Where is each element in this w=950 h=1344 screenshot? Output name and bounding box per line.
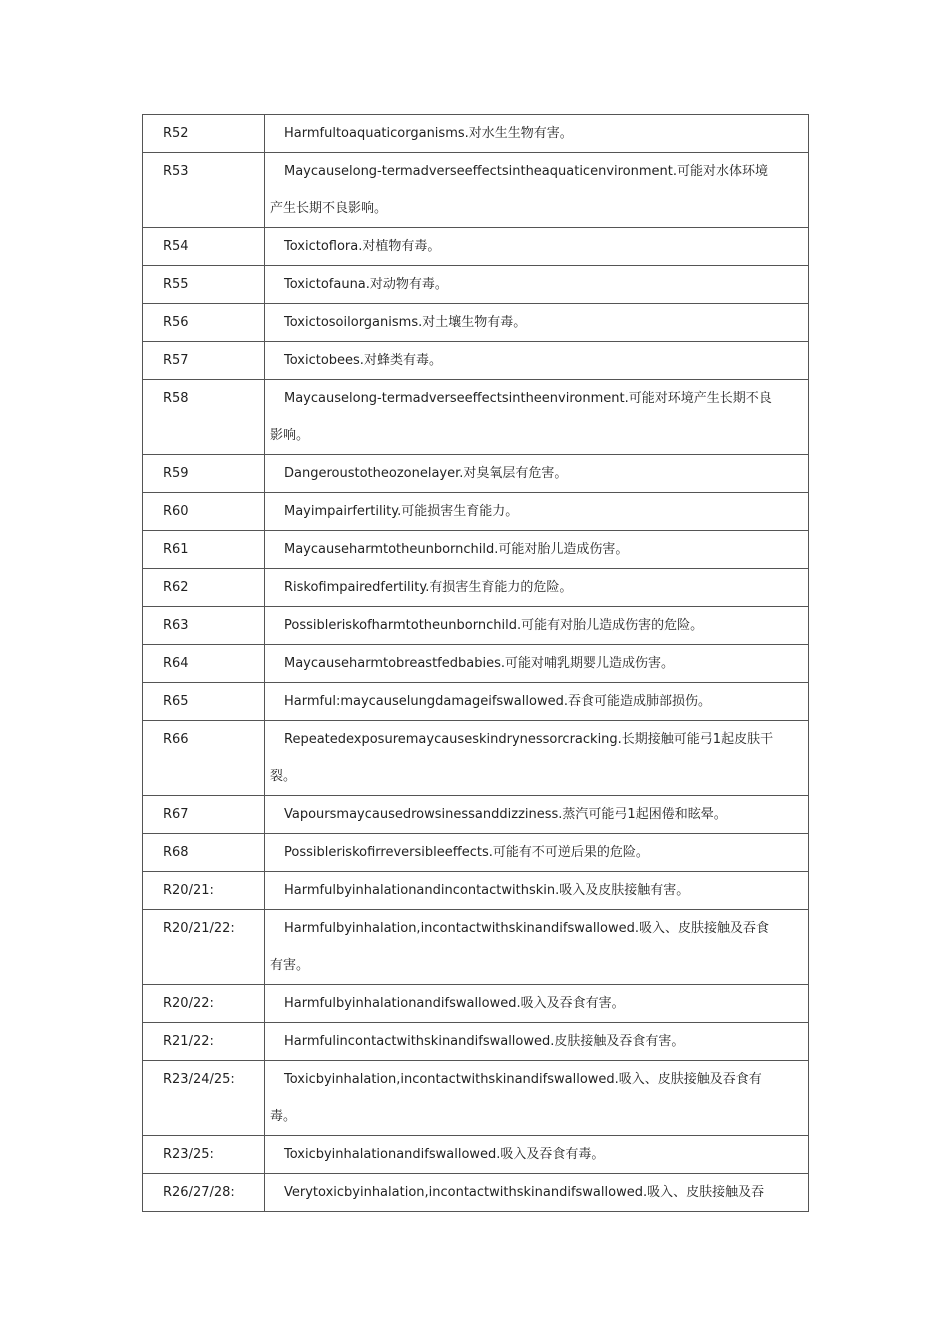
table-row	[143, 304, 809, 342]
risk-code-cell: R53	[143, 153, 265, 228]
table-row	[143, 645, 809, 683]
table-row	[143, 455, 809, 493]
table-row	[143, 531, 809, 569]
risk-description-cell	[265, 228, 809, 266]
risk-code-cell: R20/21/22:	[143, 910, 265, 985]
risk-code-cell: R63	[143, 607, 265, 645]
risk-description-text: Toxictobees.对蜂类有毒。	[284, 353, 442, 368]
risk-description-text: Repeatedexposuremaycauseskindrynessorcracking.长期接触可能弓1起皮肤干裂。	[270, 732, 774, 784]
risk-code-cell: R26/27/28:	[143, 1174, 265, 1212]
table-row	[143, 1061, 809, 1136]
risk-description-cell	[265, 304, 809, 342]
table-row	[143, 796, 809, 834]
risk-description-text: Vapoursmaycausedrowsinessanddizziness.蒸汽可能弓1起困倦和眩晕。	[284, 807, 727, 822]
risk-description-cell	[265, 645, 809, 683]
risk-description-cell	[265, 115, 809, 153]
risk-description-text: Toxictoflora.对植物有毒。	[284, 239, 441, 254]
risk-description-text: Maycauselong-termadverseeffectsintheenvironment.可能对环境产生长期不良影响。	[270, 391, 772, 443]
risk-description-cell	[265, 493, 809, 531]
risk-code-cell: R66	[143, 721, 265, 796]
table-row	[143, 1174, 809, 1212]
risk-code-cell: R56	[143, 304, 265, 342]
risk-code-cell: R58	[143, 380, 265, 455]
risk-code-cell: R62	[143, 569, 265, 607]
risk-description-text: Toxicbyinhalation,incontactwithskinandifswallowed.吸入、皮肤接触及吞食有毒。	[270, 1072, 762, 1124]
risk-code-cell: R55	[143, 266, 265, 304]
risk-description-cell	[265, 872, 809, 910]
risk-description-cell	[265, 455, 809, 493]
risk-code-cell: R57	[143, 342, 265, 380]
risk-description-text: Harmfulbyinhalation,incontactwithskinandifswallowed.吸入、皮肤接触及吞食有害。	[270, 921, 770, 973]
table-row	[143, 493, 809, 531]
table-row	[143, 1023, 809, 1061]
risk-description-text: Possibleriskofirreversibleeffects.可能有不可逆后果的危险。	[284, 845, 649, 860]
risk-description-text: Toxicbyinhalationandifswallowed.吸入及吞食有毒。	[284, 1147, 605, 1162]
table-row	[143, 228, 809, 266]
risk-description-text: Harmfulincontactwithskinandifswallowed.皮肤接触及吞食有害。	[284, 1034, 685, 1049]
table-row	[143, 683, 809, 721]
risk-code-cell: R67	[143, 796, 265, 834]
risk-code-cell: R64	[143, 645, 265, 683]
risk-description-cell	[265, 796, 809, 834]
risk-description-cell	[265, 342, 809, 380]
risk-description-cell	[265, 266, 809, 304]
table-row	[143, 985, 809, 1023]
risk-description-text: Mayimpairfertility.可能损害生育能力。	[284, 504, 519, 519]
risk-code-cell: R20/21:	[143, 872, 265, 910]
risk-description-cell	[265, 607, 809, 645]
risk-code-cell: R60	[143, 493, 265, 531]
risk-code-cell: R54	[143, 228, 265, 266]
table-row	[143, 834, 809, 872]
risk-code-cell: R61	[143, 531, 265, 569]
risk-description-text: Riskofimpairedfertility.有损害生育能力的危险。	[284, 580, 573, 595]
risk-description-text: Harmfultoaquaticorganisms.对水生生物有害。	[284, 126, 573, 141]
risk-code-cell: R20/22:	[143, 985, 265, 1023]
risk-description-cell	[265, 1061, 809, 1136]
table-row	[143, 607, 809, 645]
risk-description-cell	[265, 910, 809, 985]
risk-code-cell: R23/25:	[143, 1136, 265, 1174]
risk-description-cell	[265, 531, 809, 569]
risk-description-cell	[265, 380, 809, 455]
risk-code-cell: R68	[143, 834, 265, 872]
risk-code-cell: R52	[143, 115, 265, 153]
risk-code-cell: R65	[143, 683, 265, 721]
risk-description-cell	[265, 569, 809, 607]
risk-description-cell	[265, 1136, 809, 1174]
risk-description-text: Maycauselong-termadverseeffectsintheaquaticenvironment.可能对水体环境产生长期不良影响。	[270, 164, 769, 216]
risk-description-cell	[265, 1174, 809, 1212]
risk-code-cell: R21/22:	[143, 1023, 265, 1061]
risk-description-text: Verytoxicbyinhalation,incontactwithskinandifswallowed.吸入、皮肤接触及吞	[284, 1185, 765, 1200]
risk-description-text: Harmfulbyinhalationandincontactwithskin.吸入及皮肤接触有害。	[284, 883, 690, 898]
risk-description-text: Dangeroustotheozonelayer.对臭氧层有危害。	[284, 466, 568, 481]
table-row	[143, 910, 809, 985]
risk-description-cell	[265, 985, 809, 1023]
risk-code-cell: R59	[143, 455, 265, 493]
risk-description-text: Harmful:maycauselungdamageifswallowed.吞食可能造成肺部损伤。	[284, 694, 711, 709]
risk-description-text: Toxictofauna.对动物有毒。	[284, 277, 448, 292]
risk-description-cell	[265, 1023, 809, 1061]
table-row	[143, 266, 809, 304]
risk-description-cell	[265, 721, 809, 796]
table-row	[143, 115, 809, 153]
risk-description-cell	[265, 683, 809, 721]
risk-description-text: Maycauseharmtobreastfedbabies.可能对哺乳期婴儿造成伤害。	[284, 656, 674, 671]
risk-code-cell: R23/24/25:	[143, 1061, 265, 1136]
risk-description-text: Maycauseharmtotheunbornchild.可能对胎儿造成伤害。	[284, 542, 629, 557]
table-row	[143, 569, 809, 607]
risk-description-text: Toxictosoilorganisms.对土壤生物有毒。	[284, 315, 527, 330]
risk-description-text: Harmfulbyinhalationandifswallowed.吸入及吞食有害。	[284, 996, 625, 1011]
table-row	[143, 1136, 809, 1174]
risk-description-cell	[265, 834, 809, 872]
table-row	[143, 721, 809, 796]
risk-phrase-table	[142, 114, 809, 1212]
table-row	[143, 872, 809, 910]
table-row	[143, 342, 809, 380]
risk-description-text: Possibleriskofharmtotheunbornchild.可能有对胎儿造成伤害的危险。	[284, 618, 704, 633]
table-row	[143, 380, 809, 455]
risk-description-cell	[265, 153, 809, 228]
table-row	[143, 153, 809, 228]
